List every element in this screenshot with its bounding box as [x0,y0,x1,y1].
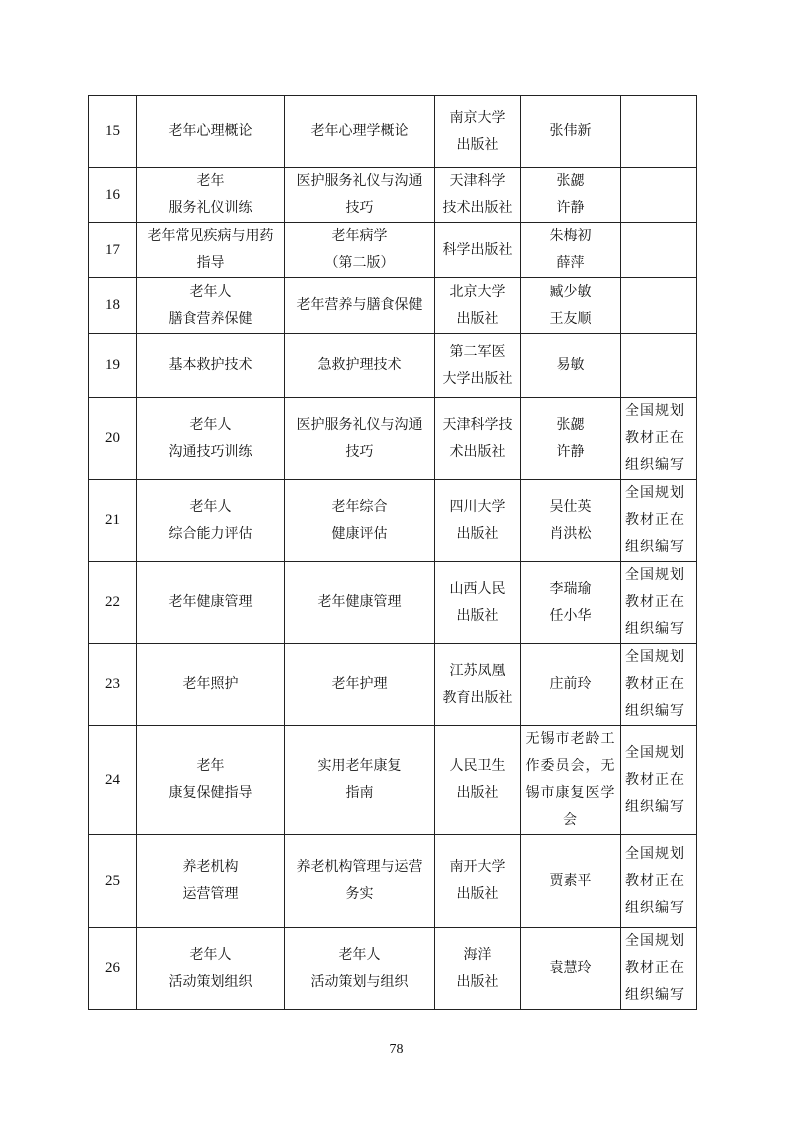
cell-note [621,562,697,644]
cell-author [521,223,621,278]
cell-textbook [285,562,435,644]
table-row [89,480,697,562]
cell-textbook [285,644,435,726]
cell-publisher [435,928,521,1010]
cell-publisher [435,644,521,726]
cell-note-line: 组织编写 [625,899,685,916]
cell-author [521,726,621,835]
cell-course-line: 老年常见疾病与用药 [147,228,274,244]
cell-author [521,334,621,398]
cell-publisher-line: 四川大学 [449,498,506,515]
cell-author-line: 张勰 [556,416,585,433]
cell-number: 22 [89,562,137,644]
cell-publisher [435,562,521,644]
cell-author [521,398,621,480]
cell-note [621,278,697,334]
cell-note [621,928,697,1010]
cell-note-line: 全国规划 [625,933,685,949]
cell-publisher [435,223,521,278]
table-body [89,96,697,1010]
cell-course-line: 老年 [196,173,225,189]
cell-number: 19 [89,334,137,398]
cell-course [137,168,285,223]
cell-publisher [435,96,521,168]
cell-author-line: 会 [563,812,578,828]
cell-author [521,96,621,168]
cell-course-line: 老年人 [189,946,232,963]
cell-author-line: 易敏 [556,357,585,373]
cell-note-line: 教材正在 [625,771,685,788]
table-row [89,96,697,168]
cell-textbook-line: 技巧 [345,200,374,216]
cell-publisher [435,835,521,928]
cell-number: 25 [89,835,137,928]
cell-course [137,223,285,278]
cell-author-line: 李瑞瑜 [549,580,592,597]
cell-publisher-line: 出版社 [456,973,499,990]
cell-course [137,398,285,480]
cell-author-line: 许静 [556,443,585,460]
cell-course [137,480,285,562]
cell-number: 18 [89,278,137,334]
cell-course-line: 老年心理概论 [168,123,253,139]
cell-number: 16 [89,168,137,223]
cell-textbook [285,96,435,168]
cell-publisher-line: 南开大学 [449,859,506,875]
cell-author-line: 臧少敏 [549,283,592,300]
cell-textbook-line: 老年综合 [331,498,388,515]
cell-publisher [435,334,521,398]
cell-course-line: 老年人 [189,283,232,300]
cell-publisher [435,480,521,562]
cell-note-line: 组织编写 [625,539,685,555]
cell-author [521,644,621,726]
cell-course [137,96,285,168]
cell-author-line: 吴仕英 [549,498,592,515]
cell-publisher-line: 出版社 [456,136,499,153]
cell-note-line: 组织编写 [625,457,685,473]
cell-author [521,480,621,562]
cell-number: 24 [89,726,137,835]
cell-textbook-line: 医护服务礼仪与沟通 [296,416,423,433]
cell-publisher-line: 天津科学 [449,173,506,189]
cell-publisher [435,278,521,334]
cell-note [621,398,697,480]
cell-author-line: 许静 [556,200,585,216]
cell-number: 20 [89,398,137,480]
table-row [89,726,697,835]
cell-note-line: 组织编写 [625,987,685,1003]
cell-textbook-line: 医护服务礼仪与沟通 [296,173,423,189]
cell-textbook-line: （第二版） [324,255,395,271]
cell-publisher-line: 教育出版社 [442,689,513,706]
cell-textbook [285,928,435,1010]
cell-course-line: 活动策划组织 [168,973,253,990]
cell-author-line: 庄前玲 [549,676,592,692]
cell-course-line: 老年人 [189,416,232,433]
cell-note-line: 全国规划 [625,649,685,665]
cell-number: 15 [89,96,137,168]
cell-publisher-line: 术出版社 [449,443,506,460]
cell-publisher-line: 北京大学 [449,283,506,300]
cell-publisher-line: 大学出版社 [442,370,513,387]
cell-publisher-line: 南京大学 [449,109,506,126]
cell-publisher-line: 出版社 [456,886,499,902]
cell-course [137,726,285,835]
cell-note [621,168,697,223]
cell-textbook [285,278,435,334]
cell-publisher-line: 江苏凤凰 [449,662,506,679]
cell-course [137,644,285,726]
cell-textbook-line: 老年营养与膳食保健 [296,297,423,313]
cell-note-line: 全国规划 [625,567,685,583]
cell-course [137,562,285,644]
cell-publisher-line: 海洋 [463,946,492,963]
table-row [89,398,697,480]
cell-publisher-line: 出版社 [456,785,499,801]
table-row [89,835,697,928]
cell-publisher-line: 出版社 [456,525,499,542]
table-row [89,223,697,278]
cell-number: 26 [89,928,137,1010]
cell-note-line: 全国规划 [625,403,685,419]
cell-publisher-line: 出版社 [456,310,499,327]
cell-author-line: 袁慧玲 [549,960,592,976]
cell-number: 21 [89,480,137,562]
cell-course-line: 膳食营养保健 [168,310,253,327]
cell-course [137,334,285,398]
cell-author-line: 肖洪松 [549,525,592,542]
cell-note-line: 教材正在 [625,512,685,528]
cell-course [137,835,285,928]
cell-author-line: 贾素平 [549,872,592,889]
cell-author-line: 无锡市老龄工 [525,731,616,747]
cell-textbook [285,334,435,398]
cell-textbook-line: 老年护理 [331,676,388,692]
table-row [89,562,697,644]
cell-author-line: 张伟新 [549,123,592,139]
cell-course [137,928,285,1010]
cell-publisher-line: 出版社 [456,607,499,624]
cell-note [621,334,697,398]
cell-course-line: 养老机构 [182,859,239,875]
cell-number: 23 [89,644,137,726]
cell-note-line: 教材正在 [625,872,685,889]
cell-note-line: 组织编写 [625,798,685,815]
cell-note-line: 教材正在 [625,960,685,976]
cell-note-line: 全国规划 [625,485,685,501]
cell-textbook-line: 实用老年康复 [317,758,402,774]
cell-textbook-line: 指南 [345,785,374,801]
cell-publisher-line: 科学出版社 [442,241,513,258]
cell-note-line: 全国规划 [625,845,685,862]
cell-note [621,835,697,928]
cell-note-line: 教材正在 [625,676,685,692]
cell-course-line: 老年 [196,758,225,774]
table-row [89,928,697,1010]
cell-author-line: 薛萍 [556,255,585,271]
cell-textbook-line: 技巧 [345,443,374,460]
cell-author-line: 任小华 [549,607,592,624]
cell-author [521,928,621,1010]
cell-textbook-line: 老年人 [338,946,381,963]
page-number: 78 [389,1042,404,1057]
cell-number: 17 [89,223,137,278]
cell-course-line: 沟通技巧训练 [168,443,253,460]
cell-note [621,480,697,562]
cell-author [521,562,621,644]
cell-textbook [285,168,435,223]
cell-publisher [435,168,521,223]
table-row [89,168,697,223]
cell-author-line: 锡市康复医学 [525,785,616,801]
cell-note [621,726,697,835]
cell-course-line: 康复保健指导 [168,785,253,801]
cell-publisher-line: 天津科学技 [442,416,513,433]
cell-textbook-line: 老年健康管理 [317,594,402,610]
table-row [89,644,697,726]
cell-course-line: 老年照护 [182,676,239,692]
cell-course-line: 基本救护技术 [168,357,253,373]
cell-textbook [285,223,435,278]
cell-note [621,96,697,168]
cell-course [137,278,285,334]
cell-textbook-line: 老年心理学概论 [310,123,409,139]
cell-publisher [435,726,521,835]
cell-publisher [435,398,521,480]
table-row [89,278,697,334]
cell-note-line: 组织编写 [625,703,685,719]
cell-publisher-line: 技术出版社 [442,200,513,216]
cell-publisher-line: 人民卫生 [449,758,506,774]
cell-textbook-line: 养老机构管理与运营 [296,859,423,875]
cell-note [621,644,697,726]
table-row [89,334,697,398]
cell-author-line: 朱梅初 [549,228,592,244]
cell-note [621,223,697,278]
cell-textbook [285,835,435,928]
cell-publisher-line: 山西人民 [449,580,506,597]
cell-textbook-line: 急救护理技术 [317,357,402,373]
cell-course-line: 指导 [196,255,225,271]
cell-textbook-line: 健康评估 [331,525,388,542]
cell-textbook-line: 务实 [345,886,374,902]
cell-author-line: 王友顺 [549,310,592,327]
cell-note-line: 教材正在 [625,594,685,610]
cell-note-line: 教材正在 [625,430,685,446]
cell-note-line: 组织编写 [625,621,685,637]
cell-textbook [285,726,435,835]
cell-course-line: 老年健康管理 [168,594,253,610]
cell-course-line: 老年人 [189,498,232,515]
cell-course-line: 综合能力评估 [168,525,253,542]
cell-author [521,278,621,334]
cell-author [521,168,621,223]
cell-textbook-line: 活动策划与组织 [310,973,409,990]
cell-textbook [285,480,435,562]
cell-note-line: 全国规划 [625,744,685,761]
cell-author-line: 张勰 [556,173,585,189]
textbook-table [88,95,697,1010]
cell-textbook-line: 老年病学 [331,228,388,244]
cell-course-line: 服务礼仪训练 [168,200,253,216]
cell-course-line: 运营管理 [182,886,239,902]
cell-author [521,835,621,928]
cell-publisher-line: 第二军医 [449,343,506,360]
cell-textbook [285,398,435,480]
cell-author-line: 作委员会，无 [525,758,616,774]
